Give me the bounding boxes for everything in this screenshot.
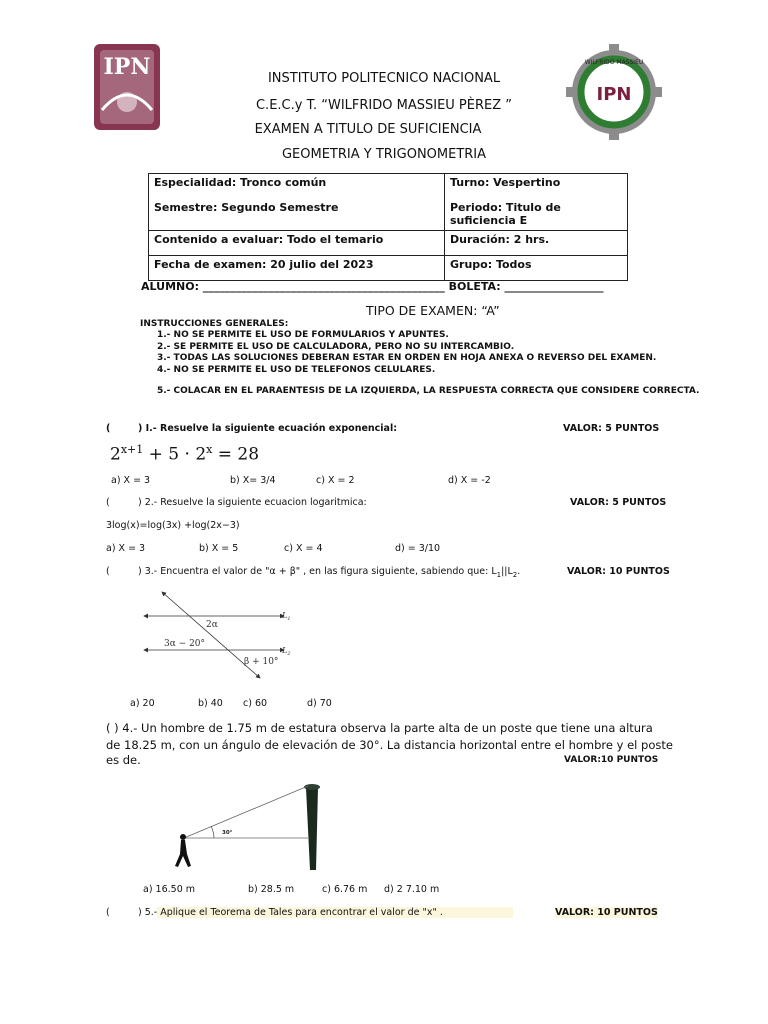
q3-option-c: c) 60 <box>243 698 268 709</box>
q4-value: VALOR:10 PUNTOS <box>564 755 659 765</box>
fecha: Fecha de examen: 20 julio del 2023 <box>149 256 445 281</box>
q3-option-b: b) 40 <box>198 698 223 709</box>
q4-line2: de 18.25 m, con un ángulo de elevación de 30°. La distancia horizontal entre el hombre y el poste <box>106 738 673 752</box>
elevation-angle-label: 30° <box>222 830 233 836</box>
angle-b10: β + 10° <box>244 657 279 667</box>
exam-title: EXAMEN A TITULO DE SUFICIENCIA <box>254 122 482 137</box>
institute-title: INSTITUTO POLITECNICO NACIONAL <box>267 71 501 86</box>
l2-label: L <box>282 646 288 655</box>
ipn-logo-text: IPN <box>103 54 151 80</box>
q4-option-a: a) 16.50 m <box>143 884 196 895</box>
l2-sub: 2 <box>287 651 291 657</box>
eq-exp2: x <box>206 443 213 456</box>
l1-sub: 1 <box>287 616 291 622</box>
q1-prompt: ) I.- Resuelve la siguiente ecuación exponencial: <box>138 423 398 434</box>
instruction-item: 4.- NO SE PERMITE EL USO DE TELEFONOS CELULARES. <box>157 364 436 375</box>
q1-paren: ( <box>106 423 111 434</box>
q2-option-c: c) X = 4 <box>284 543 323 554</box>
q5-prompt <box>138 907 513 918</box>
q5-text: Aplique el Teorema de Tales para encontrar el valor de "x" . <box>157 907 513 918</box>
school-name: C.E.C.y T. “WILFRIDO MASSIEU PÈREZ ” <box>255 98 513 113</box>
q1-value: VALOR: 5 PUNTOS <box>563 423 660 434</box>
q2-option-a: a) X = 3 <box>106 543 146 554</box>
exam-info-table <box>148 173 628 281</box>
instruction-item: 2.- SE PERMITE EL USO DE CALCULADORA, PERO NO SU INTERCAMBIO. <box>157 341 515 352</box>
q3-dot: . <box>517 566 521 577</box>
eq-end: = 28 <box>212 444 260 465</box>
q5-number: ) 5.- <box>138 907 158 918</box>
q3-option-d: d) 70 <box>307 698 332 709</box>
turno: Turno: Vespertino <box>450 176 561 189</box>
q4-option-d: d) 2 7.10 m <box>384 884 440 895</box>
q1-option-d: d) X = -2 <box>448 475 491 486</box>
q3-sub1: 1 <box>496 570 502 579</box>
q2-prompt: ) 2.- Resuelve la siguiente ecuacion logaritmica: <box>138 497 367 508</box>
contenido: Contenido a evaluar: Todo el temario <box>149 231 445 256</box>
grupo: Grupo: Todos <box>445 256 628 281</box>
angle-2a: 2α <box>206 620 218 630</box>
q4-line3: es de. <box>106 753 141 767</box>
eq-exp: x+1 <box>120 443 144 456</box>
especialidad: Especialidad: Tronco común <box>154 176 327 189</box>
q4-option-b: b) 28.5 m <box>248 884 295 895</box>
svg-text:L2 <box>281 646 291 657</box>
q1-option-b: b) X= 3/4 <box>230 475 276 486</box>
parallel-lines-figure <box>140 590 300 680</box>
q4-line1: ( ) 4.- Un hombre de 1.75 m de estatura observa la parte alta de un poste que tiene una altura <box>106 721 653 735</box>
q3-prompt <box>138 566 520 579</box>
subject-title: GEOMETRIA Y TRIGONOMETRIA <box>281 147 487 162</box>
l1-label: L <box>282 611 288 620</box>
q3-sub2: 2 <box>512 570 518 579</box>
q2-value: VALOR: 5 PUNTOS <box>570 497 667 508</box>
cecyt-logo-text: IPN <box>596 84 632 105</box>
q3-par: ||L <box>501 566 513 577</box>
q5-paren: ( <box>106 907 110 918</box>
q2-paren: ( <box>106 497 110 508</box>
instructions-title: INSTRUCCIONES GENERALES: <box>140 319 289 329</box>
q2-equation: 3log(x)=log(3x) +log(2x−3) <box>106 520 240 531</box>
q2-option-b: b) X = 5 <box>199 543 239 554</box>
q3-prompt-text: ) 3.- Encuentra el valor de "α + β" , en las figura siguiente, sabiendo que: L <box>138 566 497 577</box>
semestre: Semestre: Segundo Semestre <box>154 201 339 214</box>
q4-option-c: c) 6.76 m <box>322 884 368 895</box>
pole-elevation-figure <box>170 778 340 874</box>
eq-base: 2 <box>110 444 121 465</box>
q2-option-d: d) = 3/10 <box>395 543 441 554</box>
man-icon <box>175 834 191 867</box>
q1-equation <box>110 443 259 465</box>
student-line: ALUMNO: ____________________________________________ BOLETA: __________________ <box>141 280 604 293</box>
q1-option-c: c) X = 2 <box>316 475 355 486</box>
q3-value: VALOR: 10 PUNTOS <box>567 566 670 577</box>
duracion: Duración: 2 hrs. <box>445 231 628 256</box>
instruction-item: 5.- COLACAR EN EL PARAENTESIS DE LA IZQUIERDA, LA RESPUESTA CORRECTA QUE CONSIDERE CORRECTA. <box>157 386 700 396</box>
exam-type: TIPO DE EXAMEN: “A” <box>366 303 500 318</box>
q1-option-a: a) X = 3 <box>111 475 151 486</box>
instructions-list <box>157 330 699 398</box>
q3-paren: ( <box>106 566 110 577</box>
instruction-item: 3.- TODAS LAS SOLUCIONES DEBERAN ESTAR EN ORDEN EN HOJA ANEXA O REVERSO DEL EXAMEN. <box>157 353 657 363</box>
q3-option-a: a) 20 <box>130 698 155 709</box>
periodo: Periodo: Titulo de suficiencia E <box>450 201 561 227</box>
eq-mid: + 5 · 2 <box>143 444 207 465</box>
instruction-item: 1.- NO SE PERMITE EL USO DE FORMULARIOS Y APUNTES. <box>157 330 449 340</box>
cecyt-ring-text: WILFRIDO MASSIEU <box>584 59 644 66</box>
angle-3a-20: 3α − 20° <box>164 639 206 649</box>
svg-text:L1 <box>281 611 291 622</box>
q5-value: VALOR: 10 PUNTOS <box>555 907 658 918</box>
